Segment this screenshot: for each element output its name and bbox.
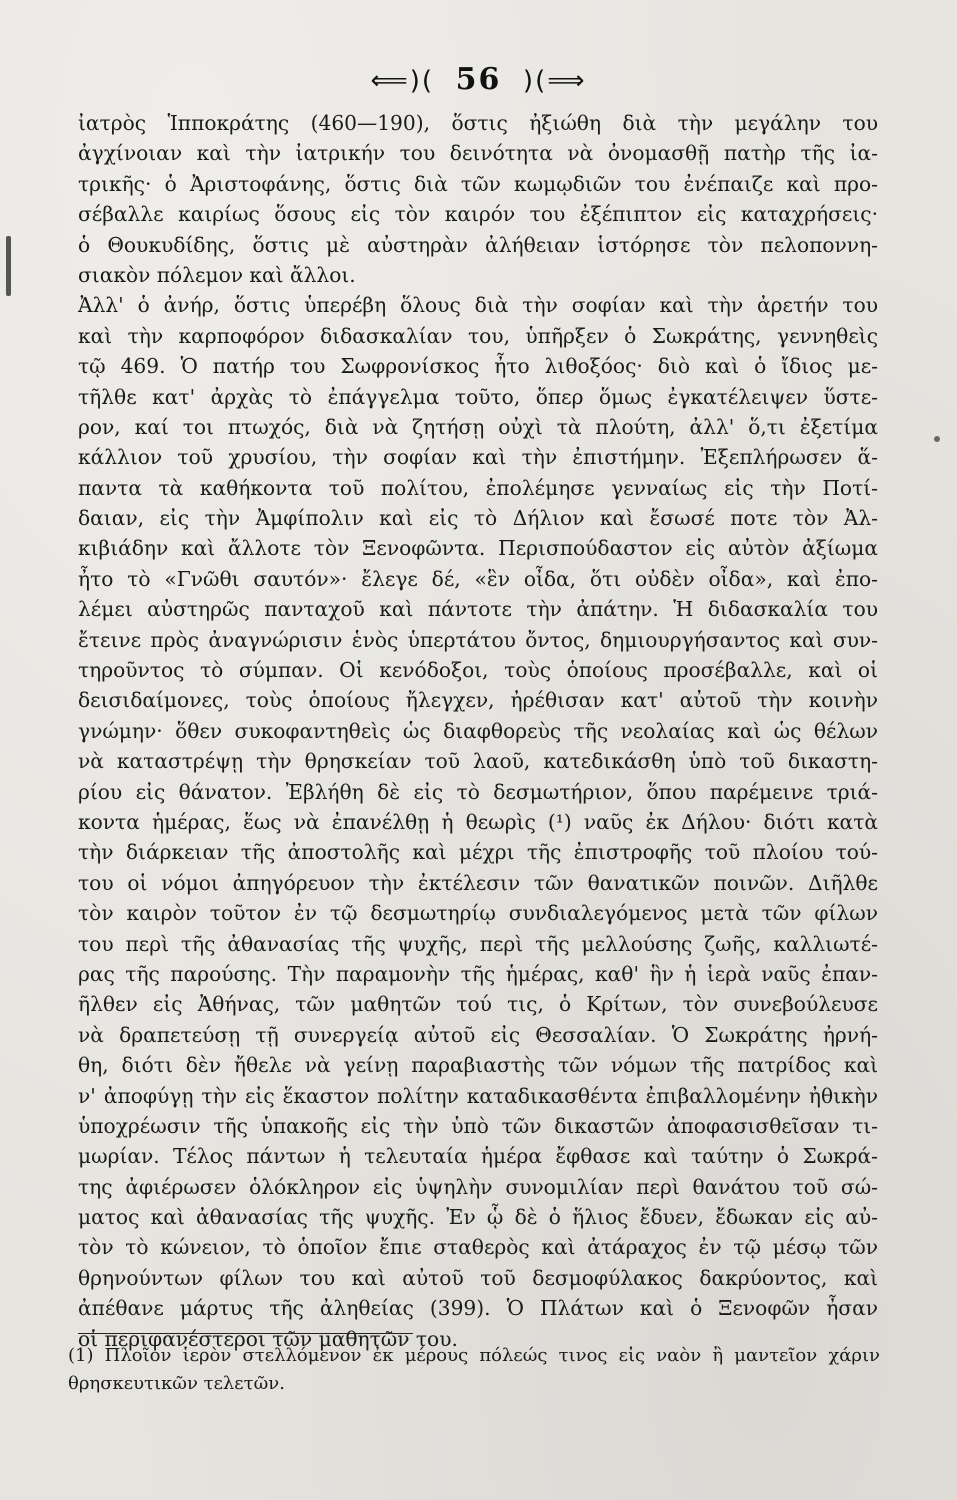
body-text-line: σιακὸν πόλεμον καὶ ἄλλοι. — [78, 262, 356, 287]
body-text-line: οἱ περιφανέστεροι τῶν μαθητῶν του. — [78, 1326, 458, 1351]
body-text-line: ὑποχρέωσιν τῆς ὑπακοῆς εἰς τὴν ὑπὸ τῶν δικαστῶν ἀποφασισθεῖσαν τι- — [78, 1113, 878, 1138]
body-text-line: θη, διότι δὲν ἤθελε νὰ γείνῃ παραβιαστὴς τῶν νόμων τῆς πατρίδος καὶ — [78, 1053, 878, 1078]
page-header — [0, 62, 957, 97]
body-text-line: κιβιάδην καὶ ἄλλοτε τὸν Ξενοφῶντα. Περισπούδαστον εἰς αὐτὸν ἀξίωμα — [78, 536, 878, 561]
body-text-line: ἦτο τὸ «Γνῶθι σαυτόν»· ἔλεγε δέ, «ἓν οἶδα, ὅτι οὐδὲν οἶδα», καὶ ἐπο- — [78, 566, 878, 591]
footnote-line: θρησκευτικῶν τελετῶν. — [68, 1373, 285, 1394]
body-text-line: καὶ τὴν καρποφόρον διδασκαλίαν του, ὑπῆρξεν ὁ Σωκράτης, γεννηθεὶς — [78, 323, 878, 348]
body-text-line: ρας τῆς παρούσης. Τὴν παραμονὴν τῆς ἡμέρας, καθ' ἣν ἡ ἱερὰ ναῦς ἐπαν- — [78, 961, 878, 986]
body-text-line: σέβαλλε καιρίως ὅσους εἰς τὸν καιρόν του ἐξέπιπτον εἰς καταχρήσεις· — [78, 202, 878, 227]
body-text-line: ἔτεινε πρὸς ἀναγνώρισιν ἑνὸς ὑπερτάτου ὄντος, δημιουργήσαντος καὶ συν- — [78, 627, 878, 652]
body-text-line: ματος καὶ ἀθανασίας τῆς ψυχῆς. Ἐν ᾧ δὲ ὁ ἥλιος ἔδυεν, ἔδωκαν εἰς αὐ- — [78, 1205, 878, 1230]
body-text-line: τῆλθε κατ' ἀρχὰς τὸ ἐπάγγελμα τοῦτο, ὅπερ ὅμως ἐγκατέλειψεν ὕστε- — [78, 384, 878, 409]
body-text-line: ρον, καί τοι πτωχός, διὰ νὰ ζητήσῃ οὐχὶ τὰ πλούτη, ἀλλ' ὅ,τι ἐξετίμα — [78, 414, 878, 439]
body-text-line: δαιαν, εἰς τὴν Ἀμφίπολιν καὶ εἰς τὸ Δήλιον καὶ ἔσωσέ ποτε τὸν Ἀλ- — [78, 506, 878, 531]
body-text-line: θρηνούντων φίλων του καὶ αὐτοῦ τοῦ δεσμοφύλακος δακρύοντος, καὶ — [78, 1265, 878, 1290]
body-text-line: της ἀφιέρωσεν ὁλόκληρον εἰς ὑψηλὴν συνομιλίαν περὶ θανάτου τοῦ σώ- — [78, 1174, 878, 1199]
body-text-line: ἀγχίνοιαν καὶ τὴν ἰατρικήν του δεινότητα νὰ ὀνομασθῇ πατὴρ τῆς ἰα- — [78, 141, 878, 166]
body-text-line: του περὶ τῆς ἀθανασίας τῆς ψυχῆς, περὶ τῆς μελλούσης ζωῆς, καλλιωτέ- — [78, 931, 878, 956]
header-left-ornament: ⟸)( — [370, 66, 435, 96]
footnote-line: (1) Πλοῖον ἱερὸν στελλόμενον ἐκ μέρους πόλεώς τινος εἰς ναὸν ἢ μαντεῖον χάριν — [68, 1345, 880, 1366]
margin-spot — [934, 436, 940, 442]
body-text-line: δεισιδαίμονες, τοὺς ὁποίους ἤλεγχεν, ἠρέθισαν κατ' αὐτοῦ τὴν κοινὴν — [78, 688, 878, 713]
body-text-line: του οἱ νόμοι ἀπηγόρευον τὴν ἐκτέλεσιν τῶν θανατικῶν ποινῶν. Διῆλθε — [78, 870, 878, 895]
body-text-line: λέμει αὐστηρῶς πανταχοῦ καὶ πάντοτε τὴν ἀπάτην. Ἡ διδασκαλία του — [78, 597, 878, 622]
body-text-line: τηροῦντος τὸ σύμπαν. Οἱ κενόδοξοι, τοὺς ὁποίους προσέβαλλε, καὶ οἱ — [78, 658, 878, 683]
body-text-line: τρικῆς· ὁ Ἀριστοφάνης, ὅστις διὰ τῶν κωμῳδιῶν του ἐνέπαιζε καὶ προ- — [78, 171, 878, 196]
footnote-rule — [78, 1333, 413, 1334]
body-text-line: ῆλθεν εἰς Ἀθήνας, τῶν μαθητῶν τού τις, ὁ Κρίτων, τὸν συνεβούλευσε — [78, 992, 878, 1017]
body-text-line: τὸν καιρὸν τοῦτον ἐν τῷ δεσμωτηρίῳ συνδιαλεγόμενος μετὰ τῶν φίλων — [78, 901, 878, 926]
margin-mark — [6, 236, 11, 296]
body-text-line: Ἀλλ' ὁ ἀνήρ, ὅστις ὑπερέβη ὅλους διὰ τὴν σοφίαν καὶ τὴν ἀρετήν του — [78, 293, 878, 318]
body-text-line: ὁ Θουκυδίδης, ὅστις μὲ αὐστηρὰν ἀλήθειαν ἱστόρησε τὸν πελοποννη- — [78, 232, 878, 257]
body-text-line: ρίου εἰς θάνατον. Ἐβλήθη δὲ εἰς τὸ δεσμωτήριον, ὅπου παρέμεινε τριά- — [78, 779, 878, 804]
body-text-line: τῷ 469. Ὁ πατήρ του Σωφρονίσκος ἦτο λιθοξόος· διὸ καὶ ὁ ἴδιος με- — [78, 354, 878, 379]
body-text-line: τὴν διάρκειαν τῆς ἀποστολῆς καὶ μέχρι τῆς ἐπιστροφῆς τοῦ πλοίου τού- — [78, 840, 878, 865]
page-number: 56 — [455, 62, 502, 97]
body-text-line: μωρίαν. Τέλος πάντων ἡ τελευταία ἡμέρα ἔφθασε καὶ ταύτην ὁ Σωκρά- — [78, 1144, 878, 1169]
body-text-line: παντα τὰ καθήκοντα τοῦ πολίτου, ἐπολέμησε γενναίως εἰς τὴν Ποτί- — [78, 475, 878, 500]
body-text-line: κάλλιον τοῦ χρυσίου, τὴν σοφίαν καὶ τὴν ἐπιστήμην. Ἐξεπλήρωσεν ἅ- — [78, 445, 878, 470]
body-text-line: κοντα ἡμέρας, ἕως νὰ ἐπανέλθῃ ἡ θεωρὶς (¹) ναῦς ἐκ Δήλου· διότι κατὰ — [78, 809, 878, 834]
header-right-ornament: )(⟹ — [522, 66, 587, 96]
body-text-line: ἰατρὸς Ἱπποκράτης (460—190), ὅστις ἠξιώθη διὰ τὴν μεγάλην του — [78, 111, 878, 135]
footnote — [68, 1342, 880, 1398]
body-text — [78, 108, 878, 1354]
body-text-line: ν' ἀποφύγῃ τὴν εἰς ἕκαστον πολίτην καταδικασθέντα ἐπιβαλλομένην ἠθικὴν — [78, 1083, 878, 1108]
body-text-line: νὰ καταστρέψῃ τὴν θρησκείαν τοῦ λαοῦ, κατεδικάσθη ὑπὸ τοῦ δικαστη- — [78, 749, 878, 774]
body-text-line: τὸν τὸ κώνειον, τὸ ὁποῖον ἔπιε σταθερὸς καὶ ἀτάραχος ἐν τῷ μέσῳ τῶν — [78, 1235, 878, 1260]
body-text-line: ἀπέθανε μάρτυς τῆς ἀληθείας (399). Ὁ Πλάτων καὶ ὁ Ξενοφῶν ἦσαν — [78, 1296, 878, 1321]
body-text-line: νὰ δραπετεύσῃ τῇ συνεργείᾳ αὐτοῦ εἰς Θεσσαλίαν. Ὁ Σωκράτης ἠρνή- — [78, 1022, 878, 1047]
body-text-line: γνώμην· ὅθεν συκοφαντηθεὶς ὡς διαφθορεὺς τῆς νεολαίας καὶ ὡς θέλων — [78, 718, 878, 743]
